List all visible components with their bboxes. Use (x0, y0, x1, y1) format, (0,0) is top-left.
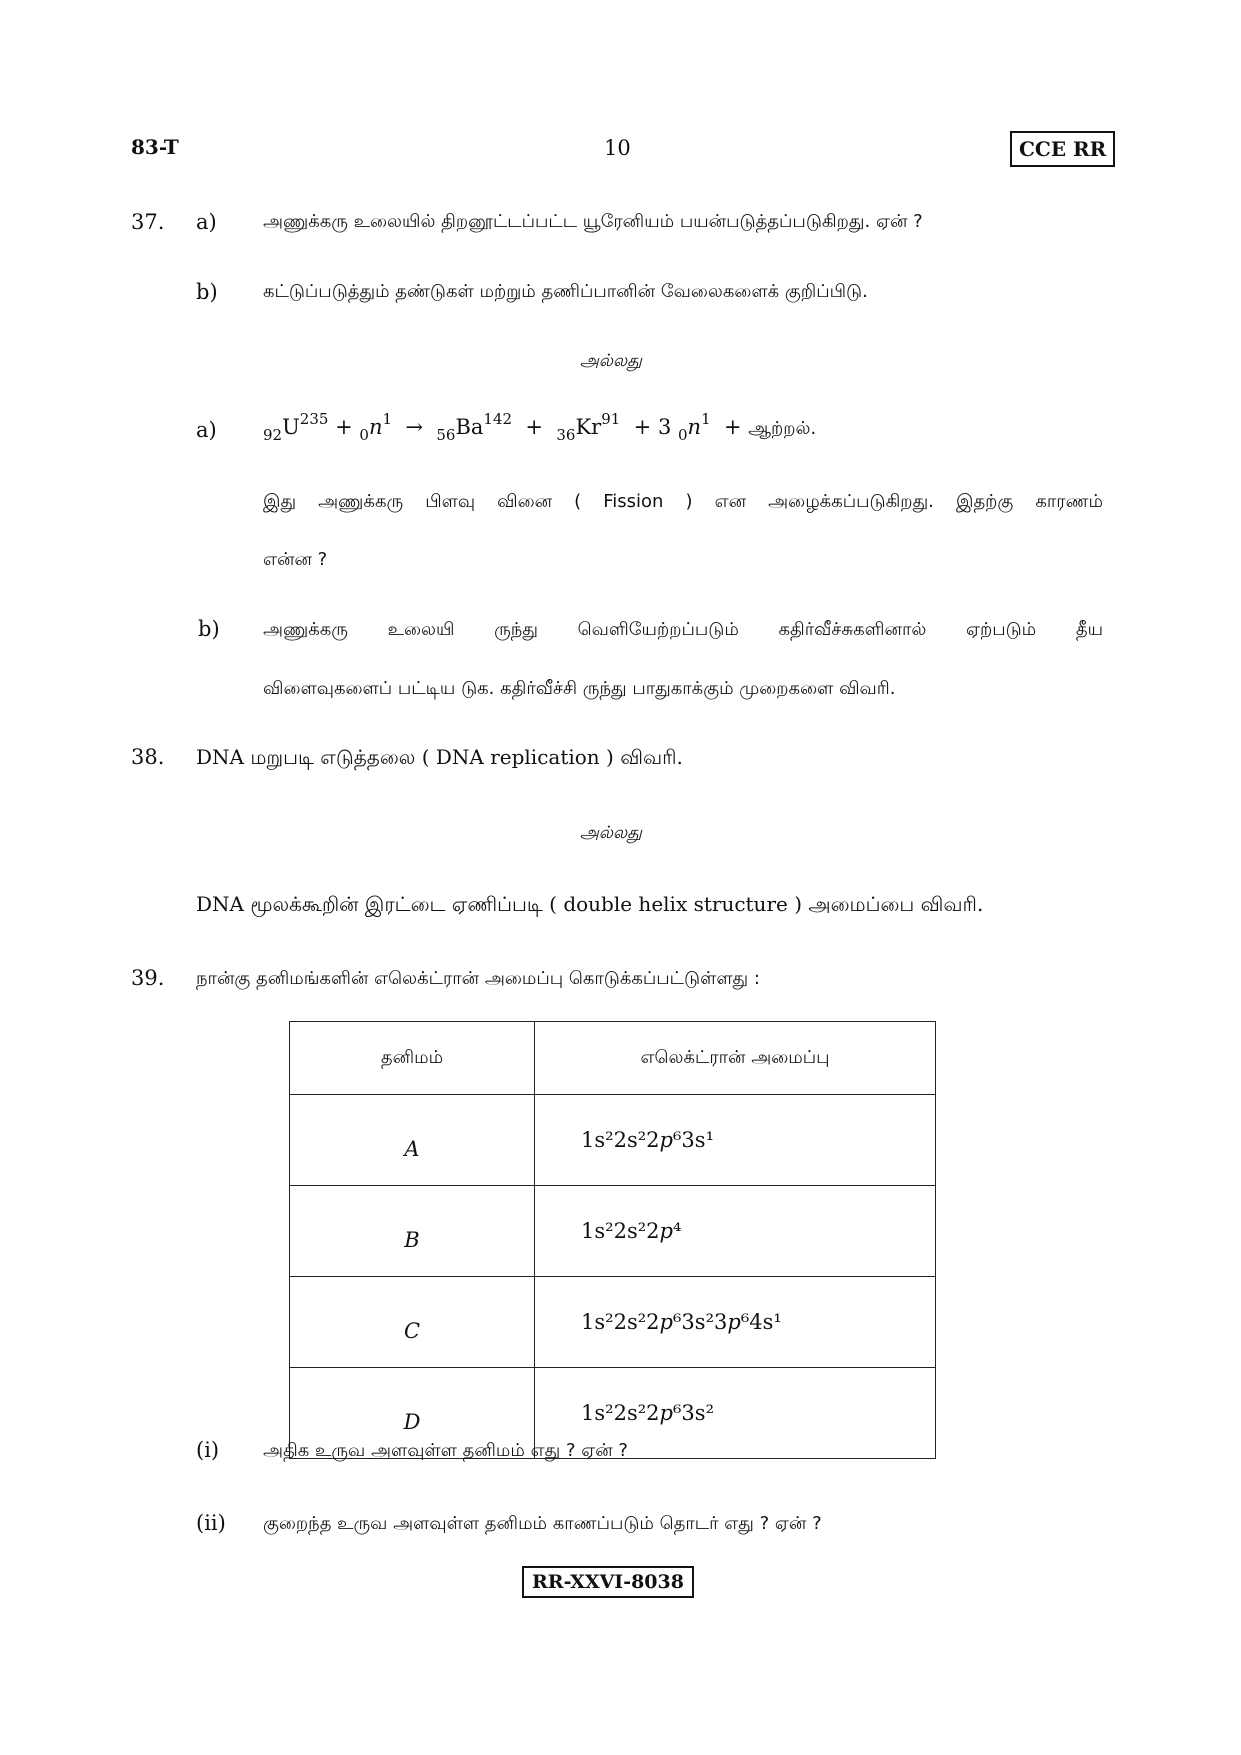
q37-alt-b-line-2: விளைவுகளைப் பட்டிய டுக. கதிர்வீச்சி ருந்து பாதுகாக்கும் முறைகளை விவரி. (263, 678, 896, 699)
q37-alt-a-line-1: இது அணுக்கரு பிளவு வினை ( Fission ) என அழைக்கப்படுகிறது. இதற்கு காரணம் (263, 491, 1103, 512)
config-cell: 1s²2s²2p⁶3s² (535, 1368, 936, 1459)
q37-or-divider: அல்லது (580, 351, 642, 371)
q37-part-b-text: கட்டுப்படுத்தும் தண்டுகள் மற்றும் தணிப்பானின் வேலைகளைக் குறிப்பிடு. (263, 281, 868, 302)
config-cell: 1s²2s²2p⁶3s²3p⁶4s¹ (535, 1277, 936, 1368)
q39-intro: நான்கு தனிமங்களின் எலெக்ட்ரான் அமைப்பு கொடுக்கப்பட்டுள்ளது : (196, 968, 760, 989)
q37-part-a-text: அணுக்கரு உலையில் திறனூட்டப்பட்ட யூரேனியம் பயன்படுத்தப்படுகிறது. ஏன் ? (263, 211, 923, 232)
element-cell: B (290, 1186, 535, 1277)
q39-sub-ii-label: (ii) (196, 1511, 226, 1535)
q38-text: DNA மறுபடி எடுத்தலை ( DNA replication ) விவரி. (196, 745, 683, 769)
electron-config-table (289, 1021, 936, 1459)
table-row (290, 1095, 936, 1186)
table-row (290, 1186, 936, 1277)
q39-sub-i-text: அதிக உருவ அளவுள்ள தனிமம் எது ? ஏன் ? (263, 1440, 628, 1461)
fission-equation: $_{92}U^{235} + _0n^1 \to _{56}Ba^{142} + _{36}Kr^{91} + 3$ $_0n^1$ + ஆற்றல். (263, 410, 817, 444)
q37-part-a-label: a) (196, 210, 217, 234)
footer-code: RR-XXVI-8038 (522, 1566, 694, 1598)
config-cell: 1s²2s²2p⁴ (535, 1186, 936, 1277)
element-cell: D (290, 1368, 535, 1459)
question-38-number: 38. (131, 745, 165, 769)
table-header-row (290, 1022, 936, 1095)
q37-alt-a-line-2: என்ன ? (263, 549, 328, 570)
question-39-number: 39. (131, 966, 165, 990)
q37-part-b-label: b) (196, 280, 218, 304)
q38-or-divider: அல்லது (580, 823, 642, 843)
series-badge: CCE RR (1010, 131, 1115, 167)
question-37-number: 37. (131, 210, 165, 234)
paper-code: 83-T (131, 135, 179, 159)
column-header-element: தனிமம் (290, 1022, 535, 1095)
q37-alt-a-label: a) (196, 418, 217, 442)
q37-alt-b-line-1: அணுக்கரு உலையி ருந்து வெளியேற்றப்படும் கதிர்வீச்சுகளினால் ஏற்படும் தீய (263, 619, 1103, 640)
q38-alt-text: DNA மூலக்கூறின் இரட்டை ஏணிப்படி ( double helix structure ) அமைப்பை விவரி. (196, 892, 984, 916)
element-cell: C (290, 1277, 535, 1368)
element-cell: A (290, 1095, 535, 1186)
table-row (290, 1277, 936, 1368)
column-header-config: எலெக்ட்ரான் அமைப்பு (535, 1022, 936, 1095)
config-cell: 1s²2s²2p⁶3s¹ (535, 1095, 936, 1186)
q39-sub-ii-text: குறைந்த உருவ அளவுள்ள தனிமம் காணப்படும் தொடர் எது ? ஏன் ? (263, 1513, 822, 1534)
q39-sub-i-label: (i) (196, 1438, 220, 1462)
page-number: 10 (604, 136, 631, 160)
q37-alt-b-label: b) (198, 617, 220, 641)
